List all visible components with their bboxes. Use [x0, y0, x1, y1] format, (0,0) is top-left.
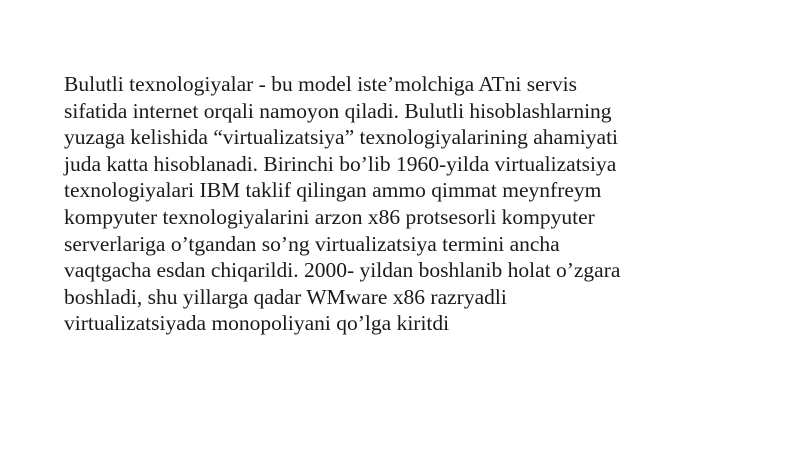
paragraph-line: virtualizatsiyada monopoliyani qo’lga kiritdi [64, 311, 450, 336]
paragraph-line: texnologiyalari IBM taklif qilingan ammo qimmat meynfreym [64, 178, 602, 203]
paragraph-line: boshladi, shu yillarga qadar WMware x86 razryadli [64, 284, 507, 309]
paragraph-line: juda katta hisoblanadi. Birinchi bo’lib 1960-yilda virtualizatsiya [64, 151, 617, 176]
paragraph-line: Bulutli texnologiyalar - bu model iste’molchiga ATni servis [64, 72, 577, 96]
paragraph-line: yuzaga kelishida “virtualizatsiya” texnologiyalarining ahamiyati [64, 125, 619, 150]
body-paragraph [64, 71, 764, 337]
paragraph-line: serverlariga o’tgandan so’ng virtualizatsiya termini ancha [64, 231, 560, 256]
paragraph-line: kompyuter texnologiyalarini arzon x86 protsesorli kompyuter [64, 204, 595, 229]
paragraph-line: vaqtgacha esdan chiqarildi. 2000- yildan boshlanib holat o’zgara [64, 258, 621, 283]
paragraph-line: sifatida internet orqali namoyon qiladi. Bulutli hisoblashlarning [64, 98, 612, 123]
